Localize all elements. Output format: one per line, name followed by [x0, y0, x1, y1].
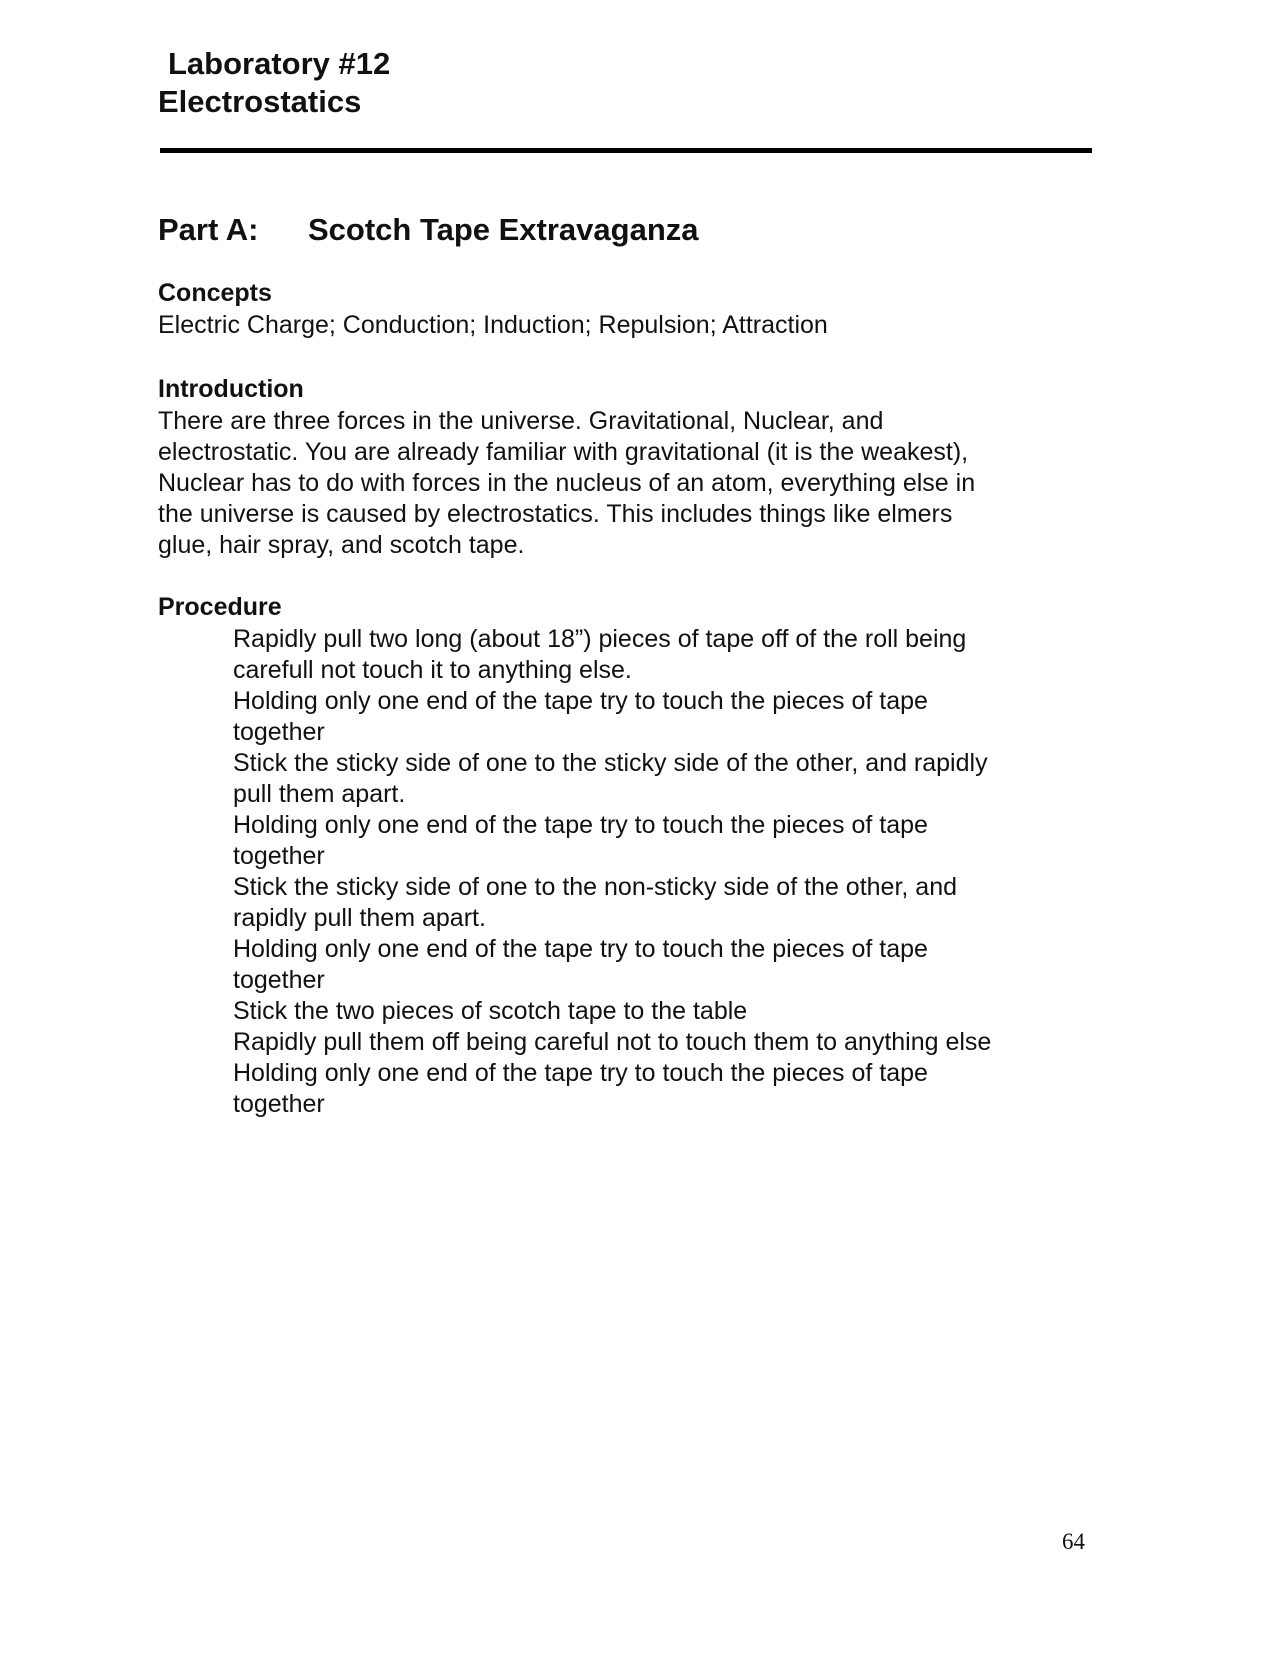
procedure-step [233, 1058, 991, 1120]
introduction-line: There are three forces in the universe. Gravitational, Nuclear, and [158, 407, 884, 435]
part-title: Scotch Tape Extravaganza [308, 212, 699, 247]
procedure-step-line: pull them apart. [233, 780, 406, 808]
introduction-line: Nuclear has to do with forces in the nucleus of an atom, everything else in [158, 469, 976, 497]
header-rule [160, 148, 1092, 153]
procedure-step-line: Stick the two pieces of scotch tape to the table [233, 997, 748, 1025]
introduction-heading: Introduction [158, 375, 304, 403]
procedure-step [233, 934, 991, 996]
procedure-step-line: rapidly pull them apart. [233, 904, 486, 932]
concepts-text: Electric Charge; Conduction; Induction; Repulsion; Attraction [158, 311, 828, 339]
lab-title: Electrostatics [158, 84, 362, 119]
lab-number: Laboratory #12 [168, 46, 391, 81]
procedure-step-line: Stick the sticky side of one to the sticky side of the other, and rapidly [233, 749, 988, 777]
procedure-step-line: together [233, 1090, 325, 1118]
procedure-step [233, 810, 991, 872]
procedure-step [233, 1027, 991, 1058]
procedure-list [233, 624, 991, 1120]
procedure-step [233, 686, 991, 748]
procedure-step-line: Stick the sticky side of one to the non-sticky side of the other, and [233, 873, 958, 901]
procedure-step [233, 624, 991, 686]
procedure-step-line: together [233, 966, 325, 994]
procedure-step-line: Holding only one end of the tape try to touch the pieces of tape [233, 811, 928, 839]
procedure-step-line: Holding only one end of the tape try to touch the pieces of tape [233, 935, 928, 963]
procedure-step-line: Holding only one end of the tape try to touch the pieces of tape [233, 1059, 928, 1087]
introduction-line: glue, hair spray, and scotch tape. [158, 531, 525, 559]
procedure-step-line: Holding only one end of the tape try to touch the pieces of tape [233, 687, 928, 715]
procedure-step-line: carefull not touch it to anything else. [233, 656, 632, 684]
procedure-step [233, 748, 991, 810]
procedure-heading: Procedure [158, 593, 282, 621]
procedure-step [233, 996, 991, 1027]
page-number: 64 [1062, 1529, 1085, 1554]
part-label: Part A: [158, 212, 259, 247]
procedure-step [233, 872, 991, 934]
procedure-step-line: together [233, 718, 325, 746]
introduction-line: the universe is caused by electrostatics. This includes things like elmers [158, 500, 953, 528]
introduction-line: electrostatic. You are already familiar with gravitational (it is the weakest), [158, 438, 969, 466]
concepts-heading: Concepts [158, 279, 272, 307]
introduction-paragraph [158, 406, 1058, 561]
procedure-step-line: Rapidly pull them off being careful not to touch them to anything else [233, 1028, 992, 1056]
procedure-step-line: together [233, 842, 325, 870]
procedure-step-line: Rapidly pull two long (about 18”) pieces of tape off of the roll being [233, 625, 967, 653]
part-heading [158, 210, 699, 250]
